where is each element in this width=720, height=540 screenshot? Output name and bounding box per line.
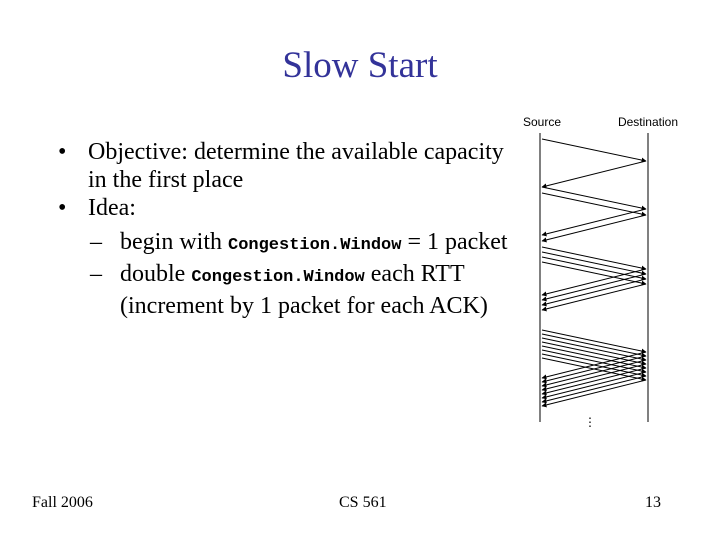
data-packet-arrow [542,257,646,279]
bullet-marker: • [58,195,67,221]
sub-bullet-pre: double [120,261,192,287]
sub-bullet-marker: – [90,229,102,255]
packet-arrows [542,139,646,406]
ack-arrow [542,274,646,300]
bullet-text: Idea: [88,195,136,221]
bullet-text: Objective: determine the available capacity in the first place [88,139,504,193]
data-packet-arrow [542,252,646,274]
code-congestion-window: Congestion.Window [191,268,365,287]
code-congestion-window: Congestion.Window [228,236,402,255]
sub-bullet-post: = 1 packet [401,229,508,255]
footer-course: CS 561 [339,494,387,511]
sub-bullet-post: each RTT (increment by 1 packet for each ACK) [120,261,488,319]
footer-date: Fall 2006 [32,494,93,511]
ack-arrow [542,284,646,310]
data-packet-arrow [542,187,646,209]
bullet-marker: • [58,139,67,165]
data-packet-arrow [542,139,646,161]
ack-arrow [542,215,646,241]
footer-page-number: 13 [645,494,661,511]
destination-label: Destination [617,115,679,129]
continuation-mark: ⋮ [584,415,596,429]
source-label: Source [522,115,562,129]
ack-arrow [542,161,646,187]
ack-arrow [542,376,646,402]
slide-title: Slow Start [282,45,438,86]
ack-arrow [542,380,646,406]
sub-bullet-marker: – [90,261,102,287]
ack-arrow [542,368,646,394]
ack-arrow [542,372,646,398]
ack-arrow [542,279,646,305]
ack-arrow [542,209,646,235]
data-packet-arrow [542,193,646,215]
sub-bullet-pre: begin with [120,229,228,255]
